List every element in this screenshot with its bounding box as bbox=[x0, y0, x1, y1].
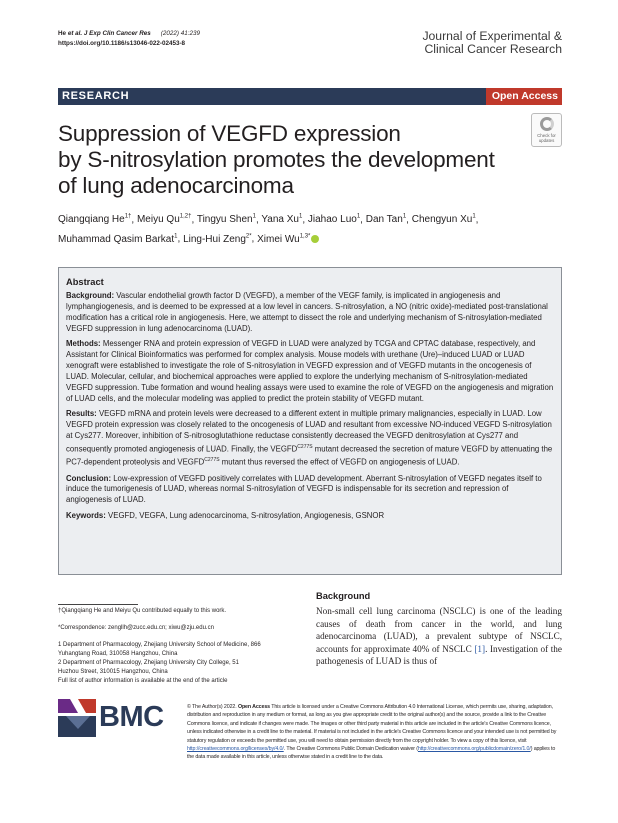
author-name: Ling-Hui Zeng$^{2*}$ bbox=[183, 233, 252, 245]
author-name: Tingyu Shen$^1$ bbox=[196, 214, 256, 226]
author-affiliation-mark: 1 bbox=[356, 214, 361, 220]
author-name: Yana Xu$^1$ bbox=[261, 214, 303, 226]
bmc-logo: BMC bbox=[58, 699, 180, 739]
footnote-divider bbox=[58, 604, 138, 605]
author-line-2: Muhammad Qasim Barkat$^1$, Ling-Hui Zeng$^{2*}$, Ximei $Wu^{1,3*}$ bbox=[58, 228, 558, 247]
bmc-logo-icon bbox=[58, 699, 98, 737]
author-name: Muhammad Qasim Barkat$^1$ bbox=[58, 233, 178, 245]
abstract-results: Results: VEGFD mRNA and protein levels were decreased to a different extent in multiple primary malignancies, especially in LUAD. Low VEGFD protein expression was closely related to the oncogenesis of LUAD and resultant from excessive NO-induced VEGFD S-nitrosylation at Cys277. Moreover, inhibition of S-nitrosoglutathione reductase consistently decreased the VEGFD denitrosylation at Cys277 and consequently promoted angiogenesis of LUAD. Finally, the $VEGFD^{C277S}$ mutant decreased the secretion of mature VEGFD by attenuating the PC7-dependent proteolysis and $VEGFD^{C277S}$ mutant thus reversed the effect of VEGFD on angiogenesis of LUAD. bbox=[66, 409, 553, 468]
journal-name: Journal of Experimental & Clinical Cancer Research bbox=[422, 29, 562, 56]
author-info-note: Full list of author information is available at the end of the article bbox=[58, 678, 228, 684]
cc-zero-link[interactable]: http://creativecommons.org/publicdomain/zero/1.0/ bbox=[417, 746, 531, 753]
author-name: Meiyu $Qu^{1,2\dagger}$ bbox=[136, 214, 192, 226]
citation: He et al. J Exp Clin Cancer Res (2022) 41:239 bbox=[58, 30, 200, 37]
check-updates-icon bbox=[540, 117, 554, 131]
doi-link[interactable]: https://doi.org/10.1186/s13046-022-02453-8 bbox=[58, 40, 186, 47]
license-statement: © The Author(s) 2022. Open Access This article is licensed under a Creative Commons Attribution 4.0 International License, which permits use, sharing, adaptation, distribution and reproduction in any medium or format, as long as you give appropriate credit to the original author(s) and the source, provide a link to the Creative Commons licence, and indicate if changes were made. The images or other third party material in this article are included in the article's Creative Commons licence, unless indicated otherwise in a credit line to the material. If material is not included in the article's Creative Commons licence and your intended use is not permitted by statutory regulation or exceeds the permitted use, you will need to obtain permission directly from the copyright holder. To view a copy of this licence, visit http://creativecommons.org/licenses/by/4.0/. The Creative Commons Public Domain Dedication waiver (http://creativecommons.org/publicdomain/zero/1.0/) applies to the data made available in this article, unless otherwise stated in a credit line to the data. bbox=[187, 704, 557, 761]
abstract-background: Background: Vascular endothelial growth factor D (VEGFD), a member of the VEGF family, is implicated in angiogenesis and lymphangiogenesis, and is deemed to be expressed at a low level in cancers. S-nitrosylation, a NO (nitric oxide)-mediated post-translational modification has a critical role in angiogenesis. Here, we attempt to dissect the role and underlying mechanism of S-nitrosylation-mediated VEGFD suppression in lung adenocarcinoma (LUAD). bbox=[66, 291, 548, 333]
correspondence-note[interactable]: *Correspondence: zengllh@zucc.edu.cn; xiwu@zju.edu.cn bbox=[58, 625, 214, 631]
affiliation-2: 2 Department of Pharmacology, Zhejiang University City College, 51 Huzhou Street, 310015 Hangzhou, China bbox=[58, 660, 239, 675]
abstract-heading: Abstract bbox=[66, 277, 104, 287]
author-line-1: Qiangqiang $He^{1\dagger}$, Meiyu $Qu^{1,2\dagger}$, Tingyu Shen$^1$, Yana Xu$^1$, Jiahao Luo$^1$, Dan Tan$^1$, Chengyun Xu$^1$, bbox=[58, 214, 479, 226]
orcid-icon[interactable] bbox=[311, 235, 319, 243]
affiliation-1: 1 Department of Pharmacology, Zhejiang University School of Medicine, 866 Yuhangtang Road, 310058 Hangzhou, China bbox=[58, 642, 261, 657]
section-label: RESEARCH bbox=[62, 90, 130, 102]
author-affiliation-mark: 1 bbox=[174, 233, 178, 240]
author-name: Chengyun Xu$^1$ bbox=[411, 214, 476, 226]
background-heading: Background bbox=[316, 591, 371, 601]
author-affiliation-mark: 1,3* bbox=[299, 233, 311, 240]
running-header bbox=[58, 29, 200, 49]
abstract-conclusion: Conclusion: Low-expression of VEGFD positively correlates with LUAD development. Aberrant S-nitrosylation of VEGFD negates itself to induce the tumorigenesis of LUAD, whereas normal S-nitrosylation of VEGFD is indispensable for its secretion and repression of angiogenesis of LUAD. bbox=[66, 473, 542, 505]
footnotes bbox=[58, 607, 298, 686]
abstract-keywords: Keywords: VEGFD, VEGFA, Lung adenocarcinoma, S-nitrosylation, Angiogenesis, GSNOR bbox=[66, 510, 385, 520]
author-name: Jiahao Luo$^1$ bbox=[307, 214, 361, 226]
author-affiliation-mark: 1 bbox=[298, 214, 303, 220]
background-text: Non-small cell lung carcinoma (NSCLC) is one of the leading causes of death from cancer in the world, and lung adenocarcinoma (LUAD), a prevalent subtype of NSCLC, accounts for approximate 40% of NSCLC [1]. Investigation of the pathogenesis of LUAD is thus of bbox=[316, 606, 562, 667]
author-affiliation-mark: 1† bbox=[124, 214, 132, 220]
equal-contribution-note: †Qiangqiang He and Meiyu Qu contributed equally to this work. bbox=[58, 608, 227, 614]
author-name: Qiangqiang $He^{1\dagger}$ bbox=[58, 214, 132, 226]
author-affiliation-mark: 2* bbox=[245, 233, 252, 240]
article-title: Suppression of VEGFD expression by S-nitrosylation promotes the development of lung adenocarcinoma bbox=[58, 121, 495, 198]
abstract-methods: Methods: Messenger RNA and protein expression of VEGFD in LUAD were analyzed by TCGA and CPTAC database, respectively, and Assistant for Clinical Bioinformatics was performed for complex analysis. Mouse models with urethane (Ure)–induced LUAD or LUAD xenograft were established to investigate the role of S-nitrosylation in VEGFD expression and of VEGFD mutants in the oncogenesis of LUAD. Molecular, cellular, and biochemical approaches were applied to explore the underlying mechanism of S-nitrosylation-mediated VEGFD suppression. Tube formation and wound healing assays were used to examine the role of VEGFD on the angiogenesis and migration of LUAD cells, and the molecular modeling was applied to predict the protein stability of VEGFD mutant. bbox=[66, 339, 554, 403]
author-name: Ximei $Wu^{1,3*}$ bbox=[257, 233, 311, 245]
author-affiliation-mark: 1 bbox=[402, 214, 407, 220]
check-for-updates-button[interactable]: Check for updates bbox=[531, 113, 562, 147]
author-name: Dan Tan$^1$ bbox=[365, 214, 407, 226]
abstract-box bbox=[58, 267, 562, 575]
cc-by-link[interactable]: http://creativecommons.org/licenses/by/4.0/ bbox=[187, 746, 284, 753]
reference-link[interactable]: [1] bbox=[474, 643, 486, 654]
author-affiliation-mark: 1,2† bbox=[179, 214, 192, 220]
author-affiliation-mark: 1 bbox=[252, 214, 256, 220]
author-affiliation-mark: 1 bbox=[472, 214, 476, 220]
open-access-badge: Open Access bbox=[486, 88, 562, 105]
author-list bbox=[58, 209, 558, 248]
